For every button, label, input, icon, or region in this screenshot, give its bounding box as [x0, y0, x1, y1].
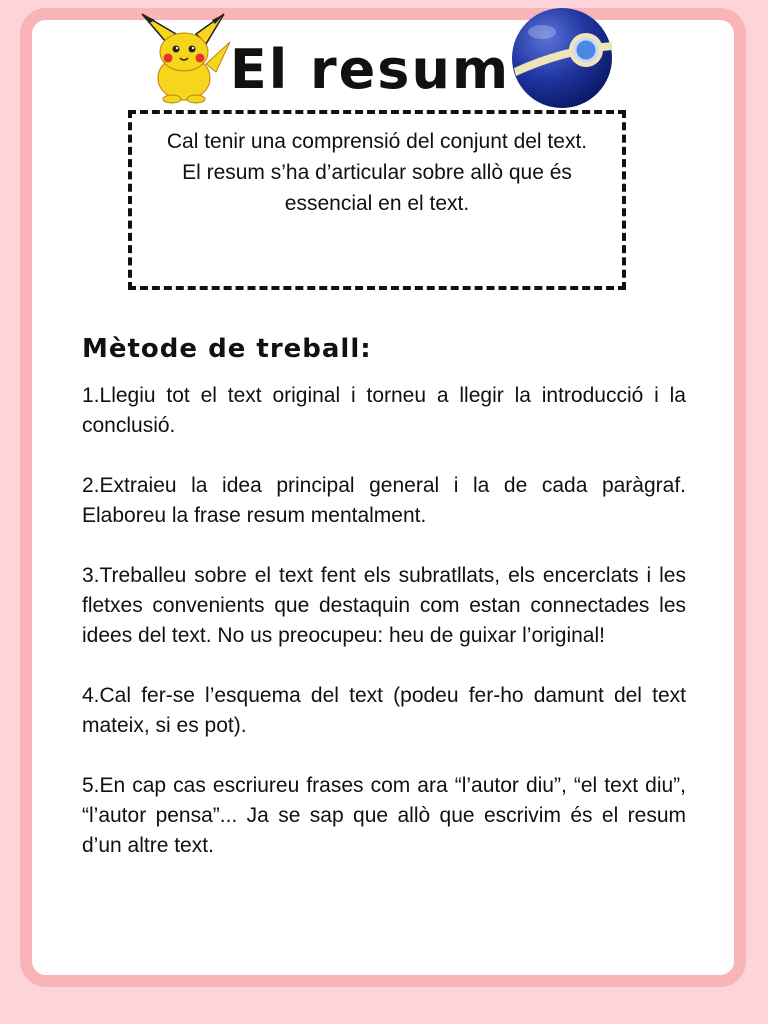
method-step: 4.Cal fer-se l’esquema del text (podeu fer-ho damunt del text mateix, si es pot).: [82, 684, 686, 737]
method-step: 5.En cap cas escriureu frases com ara “l’autor diu”, “el text diu”, “l’autor pensa”... Ja se sap que allò que escrivim és el resum d’un altre text.: [82, 774, 686, 857]
summary-line: essencial en el text.: [284, 192, 470, 215]
method-step: 3.Treballeu sobre el text fent els subratllats, els encerclats i les fletxes convenients que destaquin com estan connectades les idees del text. No us preocupeu: heu de guixar l’original!: [82, 564, 686, 647]
pokeball-icon: [508, 6, 616, 110]
method-steps: [82, 381, 686, 891]
method-heading: Mètode de treball:: [82, 334, 372, 364]
summary-line: Cal tenir una comprensió del conjunt del text.: [166, 130, 588, 153]
page-title: El resum: [229, 38, 511, 101]
summary-line: El resum s’ha d’articular sobre allò que és: [182, 161, 572, 184]
summary-box: [128, 110, 626, 290]
method-step: 2.Extraieu la idea principal general i la de cada paràgraf. Elaboreu la frase resum mentalment.: [82, 474, 686, 527]
method-step: 1.Llegiu tot el text original i torneu a llegir la introducció i la conclusió.: [82, 384, 686, 437]
